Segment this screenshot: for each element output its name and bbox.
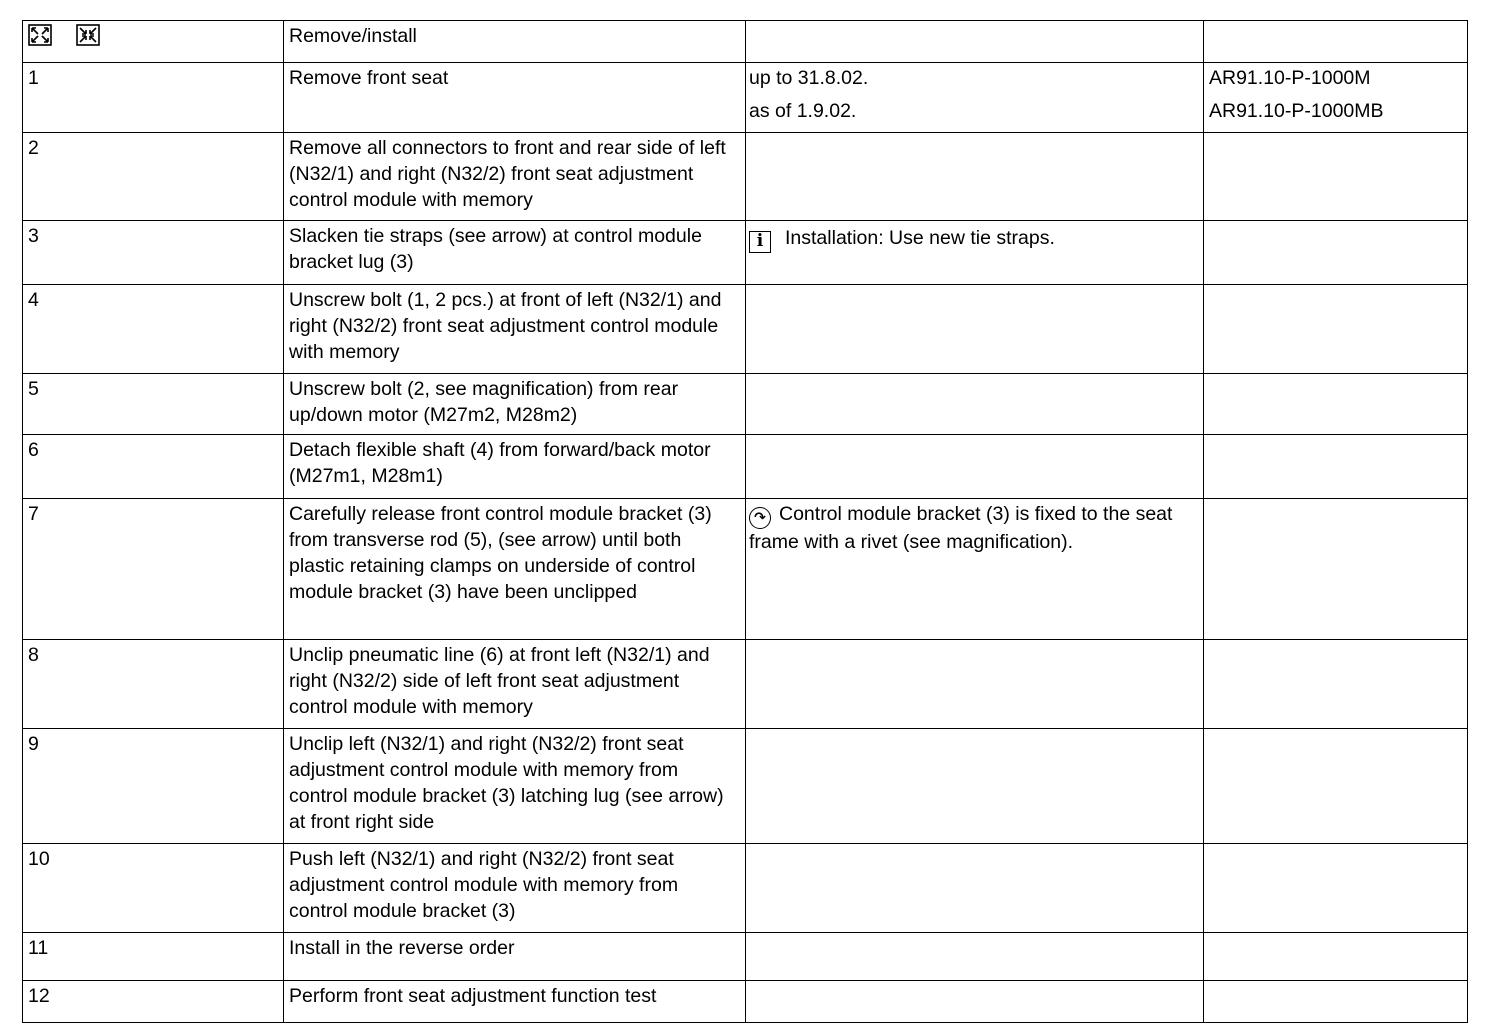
- step-refs: [1204, 981, 1468, 1023]
- info-icon: i: [749, 231, 771, 253]
- header-title: Remove/install: [284, 21, 746, 63]
- step-refs: [1204, 435, 1468, 499]
- step-note: [746, 981, 1204, 1023]
- step-text: Unscrew bolt (1, 2 pcs.) at front of left (N32/1) and right (N32/2) front seat adjustment control module with memory: [284, 285, 746, 374]
- step-row: [23, 499, 1468, 640]
- step-refs: [1204, 844, 1468, 933]
- step-note: [746, 640, 1204, 729]
- step-row: [23, 729, 1468, 844]
- step-number: 10: [23, 844, 284, 933]
- step-refs: [1204, 285, 1468, 374]
- header-refs-cell: [1204, 21, 1468, 63]
- step-note: [746, 63, 1204, 133]
- step-number: 8: [23, 640, 284, 729]
- header-notes-cell: [746, 21, 1204, 63]
- step-refs: [1204, 499, 1468, 640]
- step-text: Unclip left (N32/1) and right (N32/2) front seat adjustment control module with memory from control module bracket (3) latching lug (see arrow) at front right side: [284, 729, 746, 844]
- step-note: [746, 844, 1204, 933]
- note-text: Control module bracket (3) is fixed to the seat frame with a rivet (see magnification).: [749, 503, 1173, 553]
- step-number: 5: [23, 374, 284, 435]
- risk-icon: ↷: [749, 507, 771, 529]
- step-row: [23, 640, 1468, 729]
- note-line: as of 1.9.02.: [749, 100, 857, 122]
- header-icons-cell: [23, 21, 284, 63]
- step-text: Detach flexible shaft (4) from forward/back motor (M27m1, M28m1): [284, 435, 746, 499]
- step-note: [746, 285, 1204, 374]
- step-row: [23, 63, 1468, 133]
- step-refs: [1204, 133, 1468, 221]
- note-text: Installation: Use new tie straps.: [785, 227, 1055, 249]
- step-number: 11: [23, 933, 284, 981]
- step-text: Unscrew bolt (2, see magnification) from rear up/down motor (M27m2, M28m2): [284, 374, 746, 435]
- step-refs: [1204, 640, 1468, 729]
- reference-link[interactable]: AR91.10-P-1000MB: [1209, 100, 1384, 122]
- step-text: Slacken tie straps (see arrow) at control module bracket lug (3): [284, 221, 746, 285]
- step-row: [23, 981, 1468, 1023]
- step-note: [746, 374, 1204, 435]
- step-number: 12: [23, 981, 284, 1023]
- step-number: 1: [23, 63, 284, 133]
- step-row: [23, 374, 1468, 435]
- step-number: 2: [23, 133, 284, 221]
- step-note: [746, 133, 1204, 221]
- step-text: Remove all connectors to front and rear side of left (N32/1) and right (N32/2) front seat adjustment control module with memory: [284, 133, 746, 221]
- expand-icon[interactable]: [28, 24, 52, 46]
- step-note: [746, 499, 1204, 640]
- step-refs: [1204, 63, 1468, 133]
- reference-link[interactable]: AR91.10-P-1000M: [1209, 67, 1371, 89]
- step-row: [23, 435, 1468, 499]
- step-text: Push left (N32/1) and right (N32/2) front seat adjustment control module with memory from control module bracket (3): [284, 844, 746, 933]
- note-line: up to 31.8.02.: [749, 67, 869, 89]
- step-refs: [1204, 221, 1468, 285]
- step-number: 6: [23, 435, 284, 499]
- step-row: [23, 933, 1468, 981]
- step-text: Perform front seat adjustment function test: [284, 981, 746, 1023]
- step-refs: [1204, 729, 1468, 844]
- procedure-table: [22, 20, 1468, 1023]
- step-text: Remove front seat: [284, 63, 746, 133]
- step-row: [23, 844, 1468, 933]
- step-refs: [1204, 374, 1468, 435]
- step-row: [23, 285, 1468, 374]
- step-note: [746, 729, 1204, 844]
- step-number: 4: [23, 285, 284, 374]
- step-number: 3: [23, 221, 284, 285]
- step-row: [23, 133, 1468, 221]
- step-note: [746, 221, 1204, 285]
- step-text: Install in the reverse order: [284, 933, 746, 981]
- step-row: [23, 221, 1468, 285]
- step-number: 7: [23, 499, 284, 640]
- step-number: 9: [23, 729, 284, 844]
- step-note: [746, 933, 1204, 981]
- collapse-icon[interactable]: [76, 24, 100, 46]
- step-text: Unclip pneumatic line (6) at front left (N32/1) and right (N32/2) side of left front seat adjustment control module with memory: [284, 640, 746, 729]
- step-refs: [1204, 933, 1468, 981]
- step-note: [746, 435, 1204, 499]
- step-text: Carefully release front control module bracket (3) from transverse rod (5), (see arrow) until both plastic retaining clamps on underside of control module bracket (3) have been unclipped: [284, 499, 746, 640]
- header-row: [23, 21, 1468, 63]
